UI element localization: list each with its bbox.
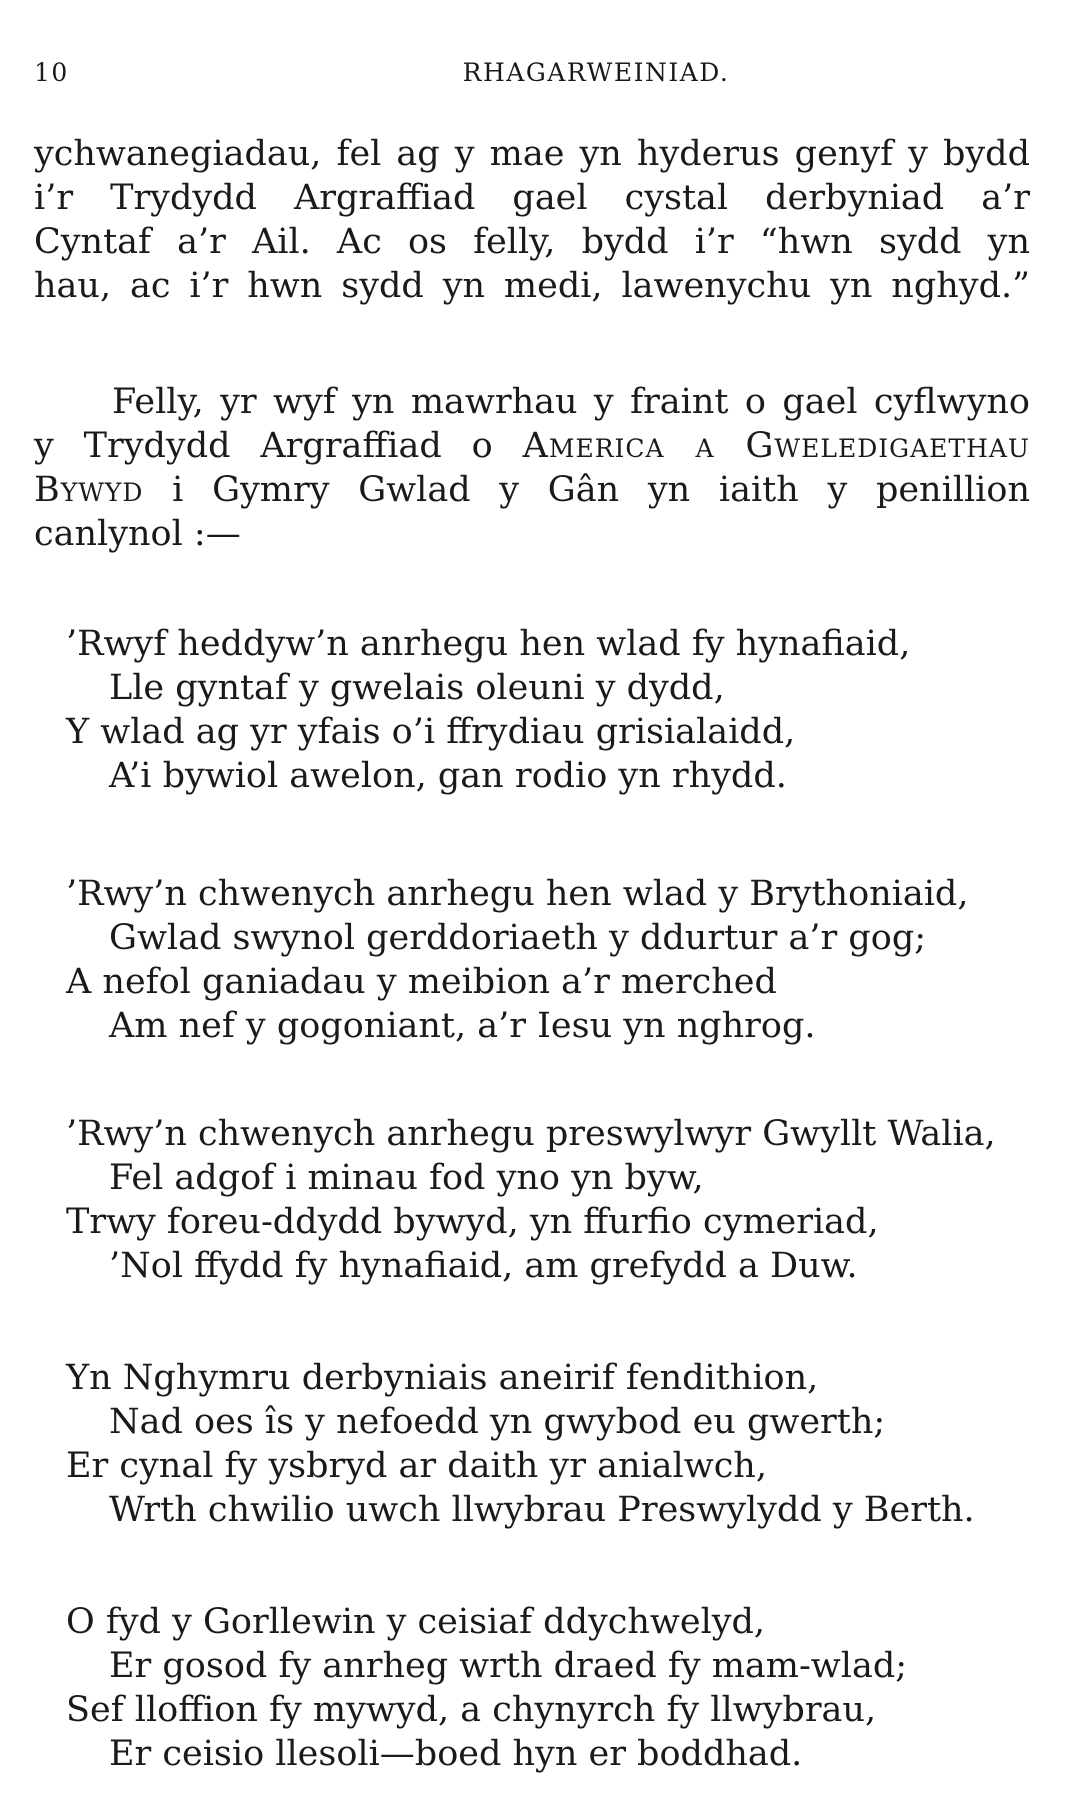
verse-line: Fel adgof i minau fod yno yn byw,: [109, 1158, 704, 1198]
poem-stanza: [66, 1356, 1046, 1532]
book-title: Bywyd: [34, 470, 144, 510]
poem-stanza: [66, 872, 1046, 1048]
paragraph-text: i Gymry Gwlad y Gân yn iaith y penillion: [143, 470, 1030, 510]
verse-line: Yn Nghymru derbyniais aneirif fendithion,: [66, 1358, 819, 1398]
verse-line: Am nef y gogoniant, a’r Iesu yn nghrog.: [109, 1006, 816, 1046]
running-head: RHAGARWEINIAD.: [462, 58, 730, 87]
verse-line: Er cynal fy ysbryd ar daith yr anialwch,: [66, 1446, 767, 1486]
verse-line: ’Rwy’n chwenych anrhegu hen wlad y Brythoniaid,: [66, 874, 969, 914]
page-header: [34, 58, 1038, 92]
verse-line: A nefol ganiadau y meibion a’r merched: [66, 962, 777, 1002]
verse-line: Gwlad swynol gerddoriaeth y ddurtur a’r gog;: [109, 918, 927, 958]
paragraph-line: canlynol :—: [34, 514, 241, 554]
paragraph-text: y Trydydd Argraffiad o: [34, 426, 523, 466]
verse-line: A’i bywiol awelon, gan rodio yn rhydd.: [109, 756, 787, 796]
paragraph-line: [34, 468, 1030, 512]
verse-line: ’Nol ffydd fy hynafiaid, am grefydd a Duw.: [109, 1246, 858, 1286]
paragraph-line: ychwanegiadau, fel ag y mae yn hyderus genyf y bydd: [34, 134, 1030, 174]
verse-line: Lle gyntaf y gwelais oleuni y dydd,: [109, 668, 725, 708]
poem-stanza: [66, 1600, 1046, 1776]
verse-line: Nad oes îs y nefoedd yn gwybod eu gwerth;: [109, 1402, 886, 1442]
paragraph-continued: [34, 132, 1030, 308]
dedication-paragraph: [34, 380, 1030, 556]
verse-line: ’Rwyf heddyw’n anrhegu hen wlad fy hynafiaid,: [66, 624, 911, 664]
verse-line: Wrth chwilio uwch llwybrau Preswylydd y Berth.: [109, 1490, 975, 1530]
paragraph-line: [34, 424, 1030, 468]
verse-line: Y wlad ag yr yfais o’i ffrydiau grisialaidd,: [66, 712, 796, 752]
verse-line: Sef lloffion fy mywyd, a chynyrch fy llwybrau,: [66, 1690, 877, 1730]
paragraph-line: hau, ac i’r hwn sydd yn medi, lawenychu yn nghyd.”: [34, 266, 1030, 306]
poem-stanza: [66, 1112, 1046, 1288]
verse-line: Er ceisio llesoli—boed hyn er boddhad.: [109, 1734, 803, 1774]
paragraph-line: Cyntaf a’r Ail. Ac os felly, bydd i’r “hwn sydd yn: [34, 222, 1030, 262]
verse-line: Er gosod fy anrheg wrth draed fy mam-wlad;: [109, 1646, 908, 1686]
verse-line: Trwy foreu-ddydd bywyd, yn ffurfio cymeriad,: [66, 1202, 879, 1242]
page-number: 10: [34, 58, 69, 87]
paragraph-line: Felly, yr wyf yn mawrhau y fraint o gael cyflwyno: [112, 382, 1030, 422]
book-title: America a Gweledigaethau: [522, 426, 1031, 466]
verse-line: ’Rwy’n chwenych anrhegu preswylwyr Gwyllt Walia,: [66, 1114, 996, 1154]
poem-stanza: [66, 622, 1046, 798]
verse-line: O fyd y Gorllewin y ceisiaf ddychwelyd,: [66, 1602, 766, 1642]
paragraph-line: i’r Trydydd Argraffiad gael cystal derbyniad a’r: [34, 178, 1030, 218]
